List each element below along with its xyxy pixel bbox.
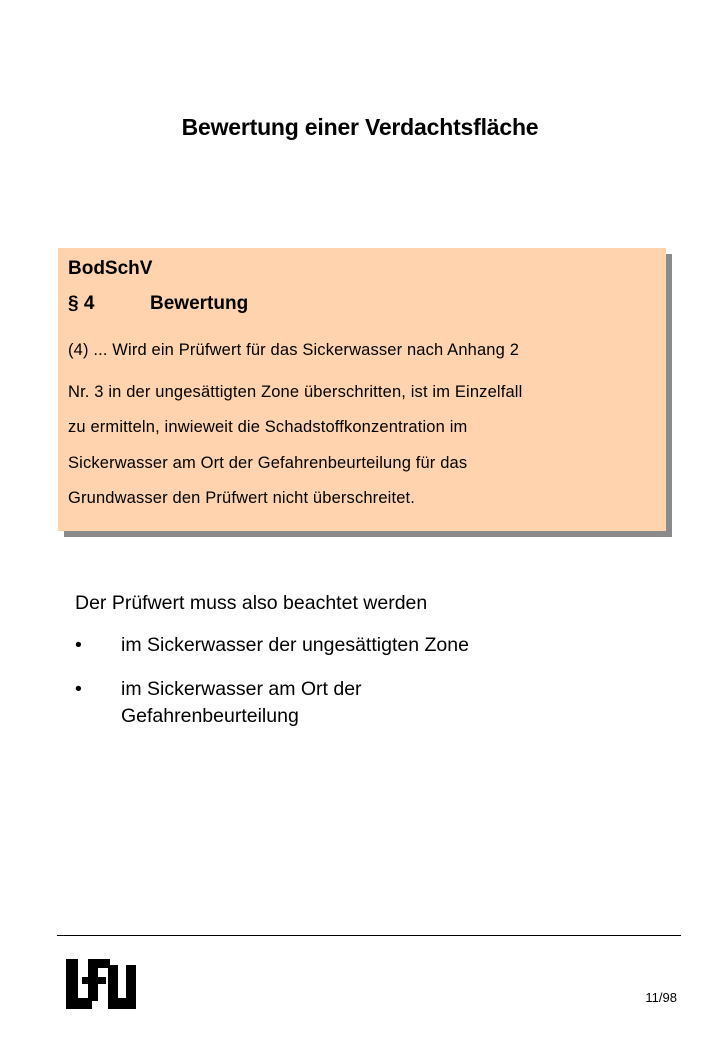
section-number: § 4 — [68, 293, 95, 314]
law-name: BodSchV — [68, 258, 153, 279]
section-heading — [68, 293, 656, 315]
law-paragraph — [68, 339, 656, 517]
paragraph-line: zu ermitteln, inwieweit die Schadstoffkonzentration im — [68, 418, 468, 436]
paragraph-line: Sickerwasser am Ort der Gefahrenbeurteilung für das — [68, 453, 468, 472]
paragraph-line: Grundwasser den Prüfwert nicht überschreitet. — [68, 489, 415, 507]
bullet-dot: • — [75, 678, 82, 700]
bullet-text: Gefahrenbeurteilung — [121, 705, 299, 727]
paragraph-line: (4) ... Wird ein Prüfwert für das Sickerwasser nach Anhang 2 — [68, 341, 520, 359]
bullet-dot: • — [75, 634, 82, 656]
lfu-logo — [66, 955, 138, 1013]
footer-divider — [57, 935, 681, 936]
bullet-text: im Sickerwasser der ungesättigten Zone — [121, 634, 469, 656]
slide-title: Bewertung einer Verdachtsfläche — [181, 114, 539, 140]
section-title: Bewertung — [150, 293, 249, 314]
bullet-text: im Sickerwasser am Ort der — [121, 678, 362, 700]
page-number: 11/98 — [645, 990, 677, 1005]
intro-text: Der Prüfwert muss also beachtet werden — [75, 592, 428, 614]
paragraph-line: Nr. 3 in der ungesättigten Zone überschritten, ist im Einzelfall — [68, 382, 523, 401]
law-box — [58, 248, 666, 531]
